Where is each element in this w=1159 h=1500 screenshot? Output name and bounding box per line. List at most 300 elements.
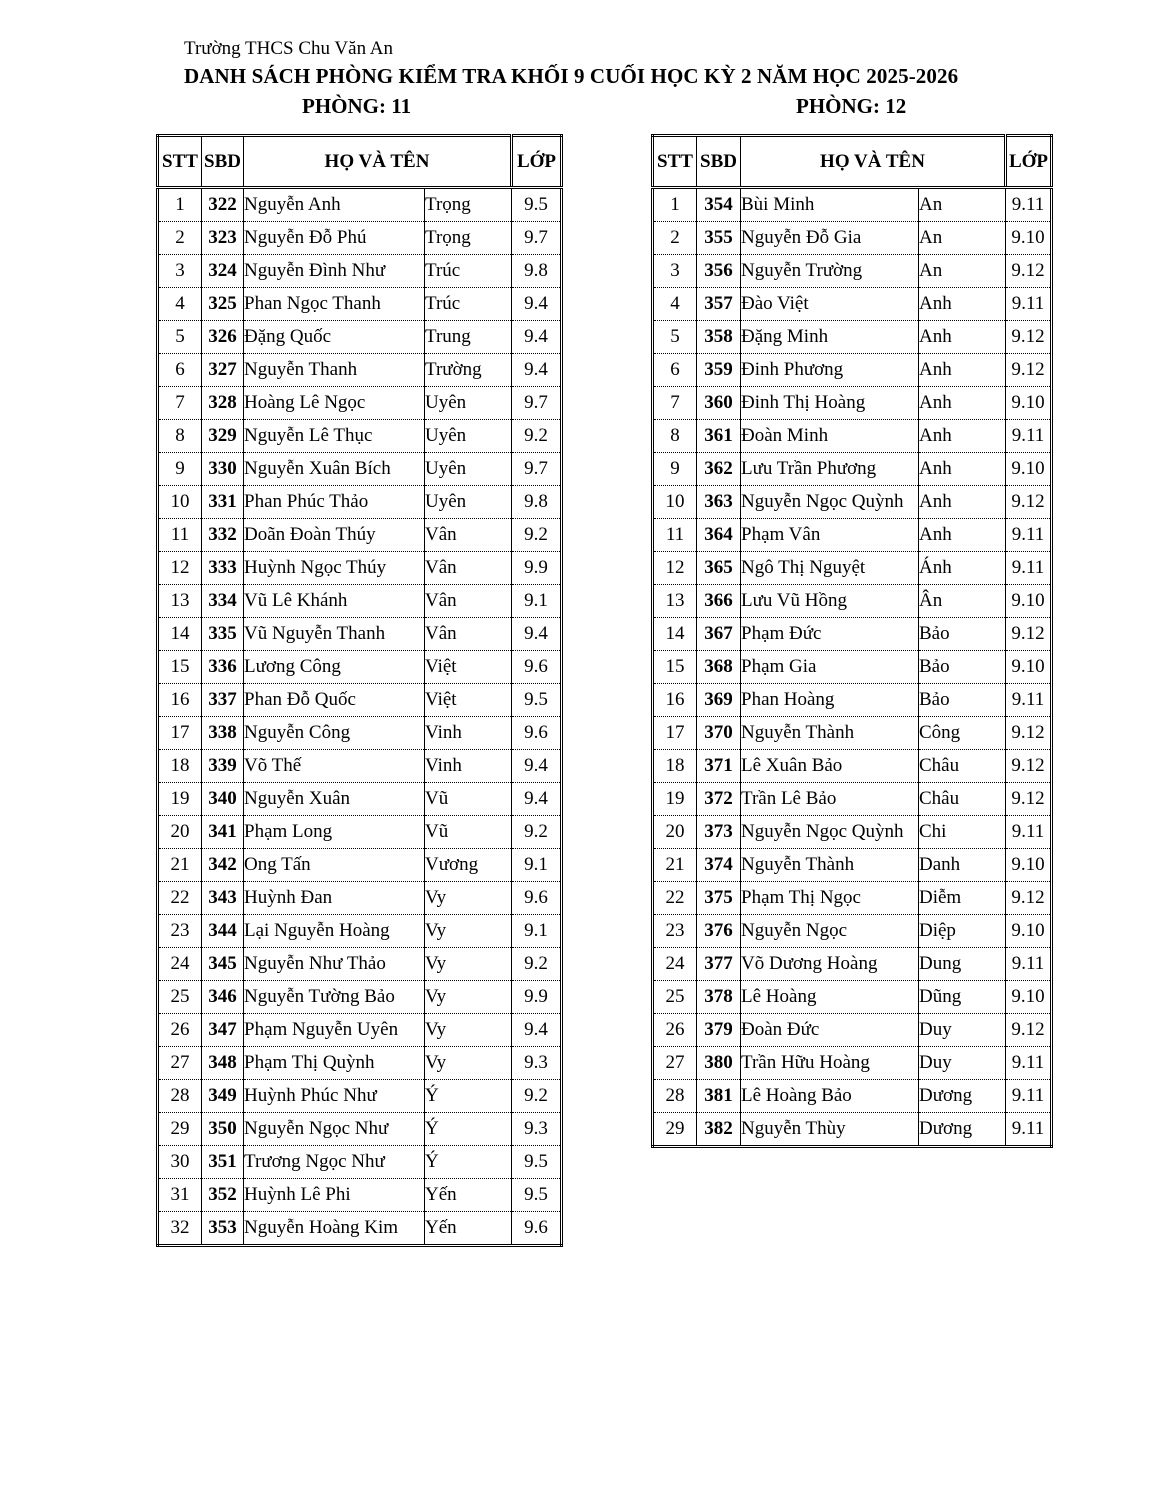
- row-class: 9.11: [1006, 1113, 1052, 1147]
- row-sbd: 375: [697, 882, 741, 915]
- row-given-name: Danh: [919, 849, 1006, 882]
- row-sbd: 376: [697, 915, 741, 948]
- table-row: [158, 915, 562, 948]
- row-sbd: 382: [697, 1113, 741, 1147]
- row-surname: Đặng Quốc: [244, 321, 425, 354]
- row-sbd: 322: [202, 188, 244, 222]
- row-class: 9.6: [512, 882, 562, 915]
- row-stt: 12: [158, 552, 202, 585]
- row-surname: Lại Nguyễn Hoàng: [244, 915, 425, 948]
- row-surname: Nguyễn Thanh: [244, 354, 425, 387]
- row-given-name: Diễm: [919, 882, 1006, 915]
- row-class: 9.11: [1006, 1080, 1052, 1113]
- row-given-name: Trung: [425, 321, 512, 354]
- row-class: 9.4: [512, 321, 562, 354]
- row-surname: Đinh Phương: [741, 354, 919, 387]
- table-row: [653, 981, 1052, 1014]
- table-row: [158, 1113, 562, 1146]
- row-given-name: Vũ: [425, 816, 512, 849]
- row-class: 9.6: [512, 1212, 562, 1246]
- row-sbd: 325: [202, 288, 244, 321]
- row-class: 9.12: [1006, 717, 1052, 750]
- table-row: [158, 222, 562, 255]
- row-sbd: 358: [697, 321, 741, 354]
- row-given-name: Trọng: [425, 188, 512, 222]
- row-sbd: 361: [697, 420, 741, 453]
- row-stt: 16: [158, 684, 202, 717]
- row-given-name: Bảo: [919, 618, 1006, 651]
- row-surname: Lê Hoàng Bảo: [741, 1080, 919, 1113]
- row-given-name: Uyên: [425, 420, 512, 453]
- row-surname: Võ Thế: [244, 750, 425, 783]
- table-row: [158, 486, 562, 519]
- table-row: [653, 750, 1052, 783]
- row-sbd: 359: [697, 354, 741, 387]
- row-surname: Nguyễn Ngọc Như: [244, 1113, 425, 1146]
- table-row: [653, 915, 1052, 948]
- row-class: 9.12: [1006, 1014, 1052, 1047]
- row-surname: Nguyễn Anh: [244, 188, 425, 222]
- col-header-name: HỌ VÀ TÊN: [244, 136, 512, 188]
- table-row: [653, 1047, 1052, 1080]
- row-given-name: Ý: [425, 1146, 512, 1179]
- row-sbd: 369: [697, 684, 741, 717]
- table-row: [653, 882, 1052, 915]
- row-surname: Nguyễn Như Thảo: [244, 948, 425, 981]
- row-class: 9.10: [1006, 915, 1052, 948]
- row-surname: Bùi Minh: [741, 188, 919, 222]
- row-sbd: 351: [202, 1146, 244, 1179]
- row-stt: 7: [158, 387, 202, 420]
- row-surname: Phan Đỗ Quốc: [244, 684, 425, 717]
- row-given-name: Vy: [425, 882, 512, 915]
- row-class: 9.11: [1006, 519, 1052, 552]
- row-sbd: 367: [697, 618, 741, 651]
- row-class: 9.2: [512, 816, 562, 849]
- row-stt: 3: [158, 255, 202, 288]
- row-stt: 3: [653, 255, 697, 288]
- row-stt: 10: [653, 486, 697, 519]
- table-row: [158, 1146, 562, 1179]
- row-sbd: 339: [202, 750, 244, 783]
- row-stt: 25: [158, 981, 202, 1014]
- row-class: 9.11: [1006, 552, 1052, 585]
- row-class: 9.1: [512, 849, 562, 882]
- row-stt: 13: [158, 585, 202, 618]
- row-surname: Đoàn Minh: [741, 420, 919, 453]
- row-surname: Phạm Nguyễn Uyên: [244, 1014, 425, 1047]
- row-sbd: 331: [202, 486, 244, 519]
- row-sbd: 323: [202, 222, 244, 255]
- row-given-name: Vân: [425, 585, 512, 618]
- row-given-name: Dương: [919, 1080, 1006, 1113]
- row-stt: 10: [158, 486, 202, 519]
- row-surname: Nguyễn Đình Như: [244, 255, 425, 288]
- row-class: 9.11: [1006, 948, 1052, 981]
- row-given-name: Anh: [919, 486, 1006, 519]
- row-class: 9.11: [1006, 816, 1052, 849]
- row-surname: Trần Hữu Hoàng: [741, 1047, 919, 1080]
- row-class: 9.8: [512, 255, 562, 288]
- row-surname: Nguyễn Xuân Bích: [244, 453, 425, 486]
- table-row: [653, 255, 1052, 288]
- row-class: 9.10: [1006, 651, 1052, 684]
- row-stt: 5: [158, 321, 202, 354]
- row-surname: Ngô Thị Nguyệt: [741, 552, 919, 585]
- row-class: 9.10: [1006, 222, 1052, 255]
- row-surname: Nguyễn Ngọc: [741, 915, 919, 948]
- row-stt: 7: [653, 387, 697, 420]
- row-stt: 29: [653, 1113, 697, 1147]
- row-stt: 25: [653, 981, 697, 1014]
- row-sbd: 346: [202, 981, 244, 1014]
- row-sbd: 348: [202, 1047, 244, 1080]
- row-sbd: 330: [202, 453, 244, 486]
- row-sbd: 366: [697, 585, 741, 618]
- row-stt: 18: [158, 750, 202, 783]
- row-given-name: Ánh: [919, 552, 1006, 585]
- table-row: [158, 882, 562, 915]
- school-name: Trường THCS Chu Văn An: [184, 38, 393, 59]
- row-sbd: 360: [697, 387, 741, 420]
- row-given-name: Anh: [919, 519, 1006, 552]
- table-row: [158, 816, 562, 849]
- row-stt: 6: [158, 354, 202, 387]
- row-stt: 17: [653, 717, 697, 750]
- row-stt: 4: [653, 288, 697, 321]
- row-given-name: Vy: [425, 948, 512, 981]
- row-surname: Nguyễn Thùy: [741, 1113, 919, 1147]
- row-surname: Phan Hoàng: [741, 684, 919, 717]
- table-row: [158, 717, 562, 750]
- row-class: 9.10: [1006, 387, 1052, 420]
- row-stt: 30: [158, 1146, 202, 1179]
- table-row: [158, 552, 562, 585]
- row-class: 9.11: [1006, 188, 1052, 222]
- row-class: 9.3: [512, 1113, 562, 1146]
- row-given-name: Duy: [919, 1014, 1006, 1047]
- row-surname: Nguyễn Lê Thục: [244, 420, 425, 453]
- table-row: [158, 420, 562, 453]
- table-row: [158, 354, 562, 387]
- row-stt: 11: [158, 519, 202, 552]
- row-sbd: 357: [697, 288, 741, 321]
- row-given-name: Anh: [919, 453, 1006, 486]
- row-stt: 29: [158, 1113, 202, 1146]
- row-surname: Lưu Vũ Hồng: [741, 585, 919, 618]
- row-given-name: Duy: [919, 1047, 1006, 1080]
- row-stt: 1: [158, 188, 202, 222]
- row-surname: Nguyễn Ngọc Quỳnh: [741, 816, 919, 849]
- row-class: 9.1: [512, 585, 562, 618]
- row-sbd: 352: [202, 1179, 244, 1212]
- row-class: 9.5: [512, 1179, 562, 1212]
- row-class: 9.10: [1006, 981, 1052, 1014]
- col-header-stt: STT: [158, 136, 202, 188]
- row-stt: 26: [653, 1014, 697, 1047]
- row-class: 9.1: [512, 915, 562, 948]
- table-row: [653, 453, 1052, 486]
- room-12-table: [651, 134, 1053, 1148]
- row-class: 9.4: [512, 1014, 562, 1047]
- row-sbd: 333: [202, 552, 244, 585]
- row-surname: Nguyễn Ngọc Quỳnh: [741, 486, 919, 519]
- row-class: 9.4: [512, 750, 562, 783]
- row-class: 9.3: [512, 1047, 562, 1080]
- row-stt: 16: [653, 684, 697, 717]
- row-sbd: 374: [697, 849, 741, 882]
- col-header-sbd: SBD: [202, 136, 244, 188]
- row-class: 9.7: [512, 222, 562, 255]
- row-given-name: Dương: [919, 1113, 1006, 1147]
- row-sbd: 332: [202, 519, 244, 552]
- table-row: [158, 288, 562, 321]
- row-given-name: Diệp: [919, 915, 1006, 948]
- row-sbd: 345: [202, 948, 244, 981]
- row-stt: 15: [653, 651, 697, 684]
- col-header-class: LỚP: [512, 136, 562, 188]
- row-surname: Lê Xuân Bảo: [741, 750, 919, 783]
- table-row: [653, 849, 1052, 882]
- row-sbd: 338: [202, 717, 244, 750]
- row-surname: Doãn Đoàn Thúy: [244, 519, 425, 552]
- row-sbd: 372: [697, 783, 741, 816]
- row-stt: 6: [653, 354, 697, 387]
- row-surname: Võ Dương Hoàng: [741, 948, 919, 981]
- table-row: [158, 948, 562, 981]
- row-class: 9.2: [512, 519, 562, 552]
- row-stt: 23: [653, 915, 697, 948]
- row-class: 9.10: [1006, 849, 1052, 882]
- row-sbd: 334: [202, 585, 244, 618]
- row-stt: 26: [158, 1014, 202, 1047]
- row-class: 9.11: [1006, 288, 1052, 321]
- room-11-rows: [158, 188, 562, 1246]
- table-row: [158, 1179, 562, 1212]
- row-sbd: 362: [697, 453, 741, 486]
- table-row: [653, 717, 1052, 750]
- table-row: [158, 188, 562, 222]
- table-row: [653, 783, 1052, 816]
- row-given-name: Vy: [425, 1047, 512, 1080]
- row-class: 9.5: [512, 684, 562, 717]
- row-given-name: An: [919, 222, 1006, 255]
- table-row: [653, 948, 1052, 981]
- row-surname: Huỳnh Phúc Như: [244, 1080, 425, 1113]
- row-stt: 11: [653, 519, 697, 552]
- row-class: 9.12: [1006, 354, 1052, 387]
- table-row: [158, 651, 562, 684]
- row-surname: Nguyễn Xuân: [244, 783, 425, 816]
- row-class: 9.12: [1006, 882, 1052, 915]
- row-stt: 22: [158, 882, 202, 915]
- row-given-name: Anh: [919, 288, 1006, 321]
- row-given-name: Vinh: [425, 717, 512, 750]
- row-surname: Lưu Trần Phương: [741, 453, 919, 486]
- row-surname: Huỳnh Lê Phi: [244, 1179, 425, 1212]
- table-row: [158, 750, 562, 783]
- table-row: [653, 585, 1052, 618]
- row-surname: Đinh Thị Hoàng: [741, 387, 919, 420]
- row-class: 9.12: [1006, 783, 1052, 816]
- table-row: [653, 618, 1052, 651]
- row-surname: Phạm Gia: [741, 651, 919, 684]
- row-stt: 24: [158, 948, 202, 981]
- row-surname: Lê Hoàng: [741, 981, 919, 1014]
- row-stt: 22: [653, 882, 697, 915]
- row-given-name: Châu: [919, 750, 1006, 783]
- row-stt: 19: [158, 783, 202, 816]
- row-stt: 2: [653, 222, 697, 255]
- row-surname: Nguyễn Công: [244, 717, 425, 750]
- row-stt: 8: [158, 420, 202, 453]
- row-stt: 20: [653, 816, 697, 849]
- col-header-name: HỌ VÀ TÊN: [741, 136, 1006, 188]
- row-sbd: 350: [202, 1113, 244, 1146]
- row-sbd: 344: [202, 915, 244, 948]
- table-row: [158, 1080, 562, 1113]
- row-sbd: 373: [697, 816, 741, 849]
- row-surname: Nguyễn Tường Bảo: [244, 981, 425, 1014]
- room-12-label: PHÒNG: 12: [796, 94, 907, 118]
- row-class: 9.9: [512, 552, 562, 585]
- row-given-name: Vy: [425, 981, 512, 1014]
- row-stt: 8: [653, 420, 697, 453]
- row-stt: 4: [158, 288, 202, 321]
- table-row: [653, 222, 1052, 255]
- row-surname: Nguyễn Đỗ Phú: [244, 222, 425, 255]
- row-stt: 14: [158, 618, 202, 651]
- row-sbd: 324: [202, 255, 244, 288]
- row-given-name: Bảo: [919, 651, 1006, 684]
- table-row: [158, 684, 562, 717]
- table-row: [653, 651, 1052, 684]
- row-sbd: 368: [697, 651, 741, 684]
- table-row: [653, 1113, 1052, 1147]
- row-class: 9.5: [512, 188, 562, 222]
- row-surname: Phạm Đức: [741, 618, 919, 651]
- table-row: [653, 387, 1052, 420]
- row-sbd: 354: [697, 188, 741, 222]
- row-surname: Phạm Vân: [741, 519, 919, 552]
- row-sbd: 379: [697, 1014, 741, 1047]
- row-surname: Vũ Lê Khánh: [244, 585, 425, 618]
- row-sbd: 380: [697, 1047, 741, 1080]
- table-header-row: [653, 136, 1052, 188]
- row-sbd: 353: [202, 1212, 244, 1246]
- row-stt: 32: [158, 1212, 202, 1246]
- row-class: 9.7: [512, 453, 562, 486]
- row-surname: Nguyễn Thành: [741, 849, 919, 882]
- row-class: 9.5: [512, 1146, 562, 1179]
- row-surname: Đoàn Đức: [741, 1014, 919, 1047]
- col-header-sbd: SBD: [697, 136, 741, 188]
- row-stt: 19: [653, 783, 697, 816]
- row-surname: Nguyễn Đỗ Gia: [741, 222, 919, 255]
- table-row: [158, 519, 562, 552]
- row-given-name: Vy: [425, 1014, 512, 1047]
- room-11-label: PHÒNG: 11: [302, 94, 412, 118]
- row-stt: 9: [158, 453, 202, 486]
- row-given-name: Vương: [425, 849, 512, 882]
- table-row: [158, 453, 562, 486]
- table-row: [653, 188, 1052, 222]
- table-row: [653, 816, 1052, 849]
- row-sbd: 343: [202, 882, 244, 915]
- row-stt: 24: [653, 948, 697, 981]
- table-row: [653, 486, 1052, 519]
- row-stt: 2: [158, 222, 202, 255]
- row-stt: 15: [158, 651, 202, 684]
- row-given-name: Yến: [425, 1179, 512, 1212]
- row-given-name: Vân: [425, 519, 512, 552]
- row-given-name: Châu: [919, 783, 1006, 816]
- row-sbd: 381: [697, 1080, 741, 1113]
- col-header-class: LỚP: [1006, 136, 1052, 188]
- row-sbd: 341: [202, 816, 244, 849]
- row-class: 9.12: [1006, 255, 1052, 288]
- row-class: 9.8: [512, 486, 562, 519]
- row-class: 9.12: [1006, 486, 1052, 519]
- row-sbd: 378: [697, 981, 741, 1014]
- row-stt: 17: [158, 717, 202, 750]
- row-stt: 13: [653, 585, 697, 618]
- row-stt: 14: [653, 618, 697, 651]
- row-class: 9.2: [512, 1080, 562, 1113]
- row-given-name: Việt: [425, 651, 512, 684]
- row-sbd: 342: [202, 849, 244, 882]
- row-surname: Trần Lê Bảo: [741, 783, 919, 816]
- table-row: [158, 585, 562, 618]
- row-given-name: An: [919, 188, 1006, 222]
- row-given-name: Uyên: [425, 387, 512, 420]
- row-sbd: 377: [697, 948, 741, 981]
- row-class: 9.12: [1006, 321, 1052, 354]
- table-row: [653, 552, 1052, 585]
- row-sbd: 349: [202, 1080, 244, 1113]
- row-given-name: Vy: [425, 915, 512, 948]
- table-row: [158, 1014, 562, 1047]
- table-row: [653, 321, 1052, 354]
- row-surname: Ong Tấn: [244, 849, 425, 882]
- row-given-name: Dũng: [919, 981, 1006, 1014]
- row-given-name: Trọng: [425, 222, 512, 255]
- table-row: [158, 1212, 562, 1246]
- row-given-name: Uyên: [425, 453, 512, 486]
- room-11-table: [156, 134, 563, 1247]
- row-stt: 23: [158, 915, 202, 948]
- row-sbd: 356: [697, 255, 741, 288]
- row-surname: Hoàng Lê Ngọc: [244, 387, 425, 420]
- row-given-name: Anh: [919, 387, 1006, 420]
- row-surname: Phan Ngọc Thanh: [244, 288, 425, 321]
- table-header-row: [158, 136, 562, 188]
- row-class: 9.12: [1006, 750, 1052, 783]
- row-surname: Trương Ngọc Như: [244, 1146, 425, 1179]
- row-stt: 28: [653, 1080, 697, 1113]
- table-row: [158, 387, 562, 420]
- row-sbd: 371: [697, 750, 741, 783]
- row-given-name: Ân: [919, 585, 1006, 618]
- row-stt: 9: [653, 453, 697, 486]
- row-class: 9.9: [512, 981, 562, 1014]
- row-stt: 27: [653, 1047, 697, 1080]
- row-sbd: 370: [697, 717, 741, 750]
- table-row: [158, 321, 562, 354]
- row-surname: Vũ Nguyễn Thanh: [244, 618, 425, 651]
- row-surname: Đặng Minh: [741, 321, 919, 354]
- row-surname: Đào Việt: [741, 288, 919, 321]
